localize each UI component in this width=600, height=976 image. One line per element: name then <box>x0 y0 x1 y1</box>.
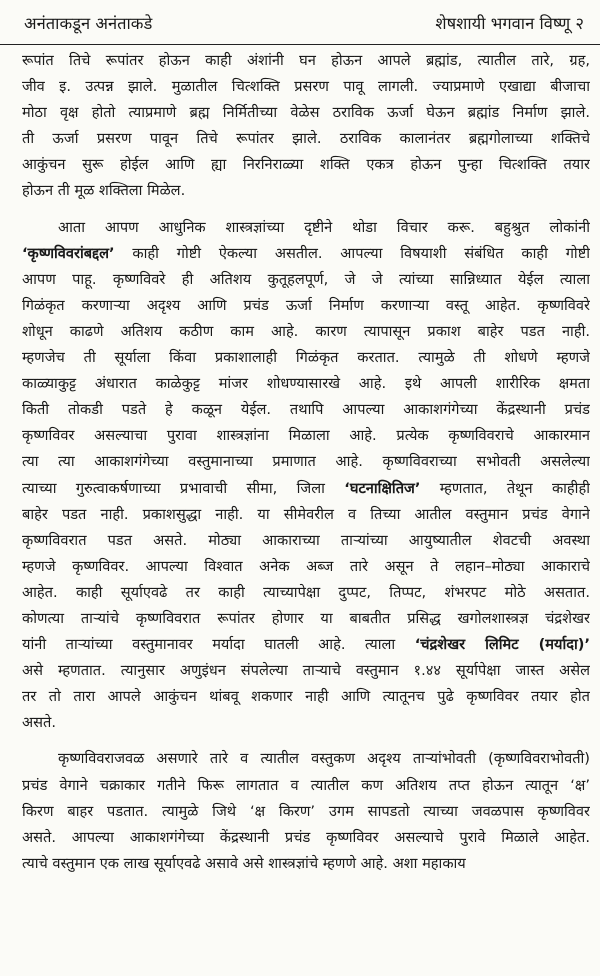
text-run: बाहेर पडत नाही. प्रकाशसुद्धा नाही. या सीमेवरील व तिच्या आतील वस्तुमान प्रचंड वेगाने <box>22 505 590 523</box>
text-line <box>22 345 590 371</box>
chapter-title-page-number: शेषशायी भगवान विष्णू २ <box>435 14 584 33</box>
text-line <box>22 502 590 528</box>
paragraph <box>22 746 590 876</box>
text-line <box>22 178 590 204</box>
text-line <box>22 658 590 684</box>
text-line <box>22 851 590 877</box>
text-line <box>22 267 590 293</box>
text-run: आपण पाहू. कृष्णविवरे ही अतिशय कुतूहलपूर्ण, जे जे त्यांच्या सान्निध्यात येईल त्याला <box>22 270 590 288</box>
text-run: किरण बाहर पडतात. त्यामुळे जिथे ‘क्ष किरण’ उगम सापडतो त्याच्या जवळपास कृष्णविवर <box>22 802 590 820</box>
text-line <box>22 528 590 554</box>
text-run: त्याचे वस्तुमान एक लाख सूर्याएवढे असावे असे शास्त्रज्ञांचे म्हणणे आहे. अशा महाकाय <box>22 854 466 872</box>
text-run: कोणत्या ताऱ्यांचे कृष्णविवरात रूपांतर होणार या बाबतीत प्रसिद्ध खगोलशास्त्रज्ञ चंद्रशेखर <box>22 609 590 627</box>
text-line <box>22 293 590 319</box>
text-line <box>22 799 590 825</box>
text-line <box>22 48 590 74</box>
paragraph <box>22 215 590 737</box>
text-run: असते. आपल्या आकाशगंगेच्या केंद्रस्थानी प्रचंड कृष्णविवर असल्याचे पुरावे मिळाले आहेत. <box>22 828 590 846</box>
text-line <box>22 580 590 606</box>
text-run: त्याच्या गुरुत्वाकर्षणाच्या प्रभावाची सीमा, जिला <box>22 479 345 497</box>
emphasized-term: ‘चंद्रशेखर लिमिट (मर्यादा)’ <box>414 636 590 654</box>
text-line <box>22 554 590 580</box>
text-line <box>22 126 590 152</box>
text-run: म्हणतात, तेथून काहीही <box>420 479 590 497</box>
text-run: त्या त्या आकाशगंगेच्या वस्तुमानाच्या प्रमाणात आहे. कृष्णविवराच्या सभोवती असलेल्या <box>22 453 590 471</box>
text-line <box>22 746 590 772</box>
text-line <box>22 241 590 267</box>
text-run: मोठा वृक्ष होतो त्याप्रमाणे ब्रह्म निर्मितीच्या वेळेस ठराविक ऊर्जा घेऊन ब्रह्मांड निर्माण झाले. <box>22 104 590 122</box>
text-run: आता आपण आधुनिक शास्त्रज्ञांच्या दृष्टीने थोडा विचार करू. बहुश्रुत लोकांनी <box>58 218 590 236</box>
text-run: ती ऊर्जा प्रसरण पावून तिचे रूपांतर झाले. ठराविक कालानंतर ब्रह्मगोलाच्या शक्तिचे <box>22 130 590 148</box>
text-line <box>22 397 590 423</box>
text-run: म्हणजेच ती सूर्याला किंवा प्रकाशालाही गिळंकृत करतात. त्यामुळे ती शोधणे म्हणजे <box>22 349 590 367</box>
text-run: गिळंकृत करणाऱ्या अदृश्य आणि प्रचंड ऊर्जा निर्माण करणाऱ्या वस्तू आहेत. कृष्णविवरे <box>22 296 590 314</box>
text-run: किती तोकडी पडते हे कळून येईल. तथापि आपल्या आकाशगंगेच्या केंद्रस्थानी प्रचंड <box>22 401 590 419</box>
text-line <box>22 74 590 100</box>
book-title: अनंताकडून अनंताकडे <box>24 14 153 33</box>
text-run: आहेत. काही सूर्याएवढे तर काही त्याच्यापेक्षा दुप्पट, तिप्पट, शंभरपट मोठे असतात. <box>22 583 590 601</box>
text-line <box>22 476 590 502</box>
text-line <box>22 215 590 241</box>
text-run: असे म्हणतात. त्यानुसार अणुइंधन संपलेल्या ताऱ्याचे वस्तुमान १.४४ सूर्यापेक्षा जास्त असेल <box>22 662 590 680</box>
paragraph <box>22 48 590 205</box>
text-line <box>22 371 590 397</box>
text-line <box>22 152 590 178</box>
text-run: कृष्णविवरात पडत असते. मोठ्या आकाराच्या ताऱ्यांच्या आयुष्यातील शेवटची अवस्था <box>22 531 590 549</box>
text-run: म्हणजे कृष्णविवर. आपल्या विश्वात अनेक अब्ज तारे असून ते लहान–मोठ्या आकाराचे <box>22 557 590 575</box>
text-run: कृष्णविवराजवळ असणारे तारे व त्यातील वस्तुकण अदृश्य ताऱ्यांभोवती (कृष्णविवराभोवती) <box>58 750 590 768</box>
text-run: जीव इ. उत्पन्न झाले. मुळातील चित्शक्ति प्रसरण पावू लागली. ज्याप्रमाणे एखाद्या बीजाचा <box>22 78 590 96</box>
text-run: काही गोष्टी ऐकल्या असतील. आपल्या विषयाशी संबंधित काही गोष्टी <box>114 244 590 262</box>
text-line <box>22 423 590 449</box>
emphasized-term: ‘कृष्णविवरांबद्दल’ <box>22 244 115 262</box>
emphasized-term: ‘घटनाक्षितिज’ <box>344 479 421 497</box>
running-header <box>0 0 600 45</box>
text-run: रूपांत तिचे रूपांतर होऊन काही अंशांनी घन होऊन आपले ब्रह्मांड, त्यातील तारे, ग्रह, <box>22 52 590 69</box>
text-line <box>22 449 590 475</box>
body-text <box>22 48 590 877</box>
text-line <box>22 100 590 126</box>
text-run: आकुंचन सुरू होईल आणि ह्या निरनिराळ्या शक्ति एकत्र होऊन पुन्हा चित्शक्ति तयार <box>22 156 590 174</box>
text-run: कृष्णविवर असल्याचा पुरावा शास्त्रज्ञांना मिळाला आहे. प्रत्येक कृष्णविवराचे आकारमान <box>22 427 590 445</box>
text-line <box>22 825 590 851</box>
text-run: असते. <box>22 714 56 732</box>
text-line <box>22 632 590 658</box>
text-line <box>22 606 590 632</box>
text-line <box>22 684 590 710</box>
text-line <box>22 319 590 345</box>
text-run: यांनी ताऱ्यांच्या वस्तुमानावर मर्यादा घातली आहे. त्याला <box>22 636 415 654</box>
text-run: होऊन ती मूळ शक्तिला मिळेल. <box>22 182 186 200</box>
text-run: काळ्याकुट्ट अंधारात काळेकुट्ट मांजर शोधण्यासारखे आहे. इथे आपली शारीरिक क्षमता <box>22 375 590 393</box>
text-line <box>22 710 590 736</box>
text-run: तर तो तारा आपले आकुंचन थांबवू शकणार नाही आणि त्यातूनच पुढे कृष्णविवर तयार होत <box>22 688 590 706</box>
text-line <box>22 773 590 799</box>
text-run: प्रचंड वेगाने चक्राकार गतीने फिरू लागतात व त्यातील कण अतिशय तप्त होऊन त्यातून ‘क्ष’ <box>22 776 590 794</box>
text-run: शोधून काढणे अतिशय कठीण काम आहे. कारण त्यापासून प्रकाश बाहेर पडत नाही. <box>22 322 590 340</box>
